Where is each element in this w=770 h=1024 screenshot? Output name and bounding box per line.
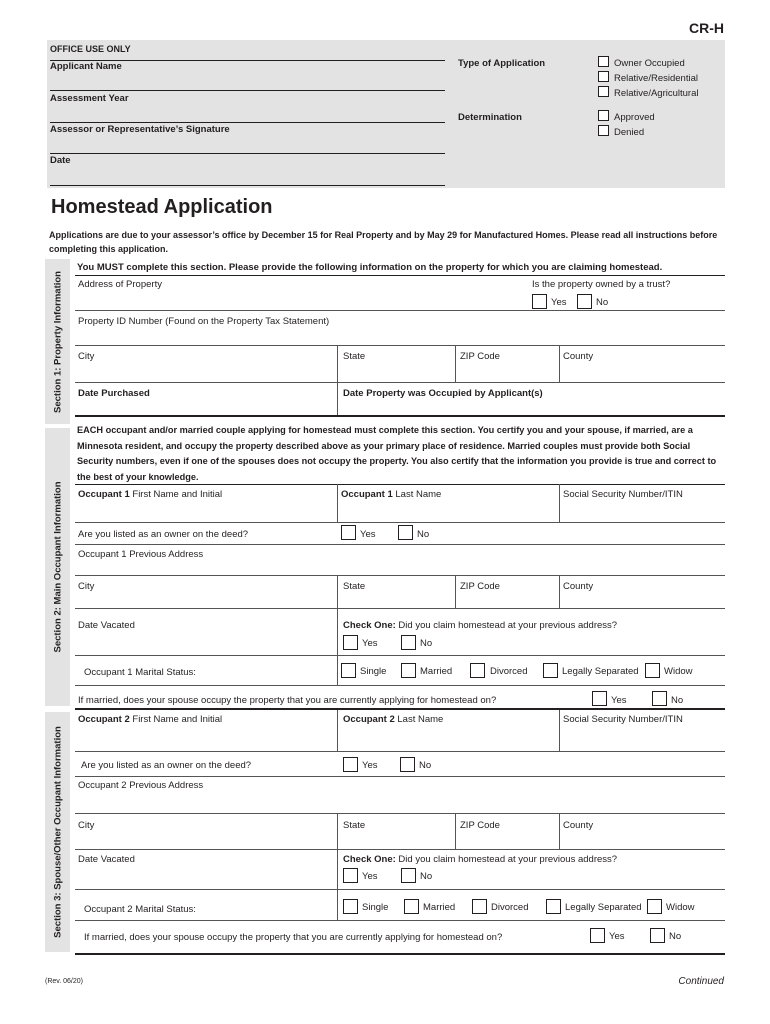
occ2-last-name-label: Occupant 2 Last Name <box>343 714 444 725</box>
checkbox-icon[interactable] <box>598 71 609 82</box>
section-divider <box>75 415 725 417</box>
occ1-marital-single-checkbox[interactable] <box>341 663 356 678</box>
occ1-marital-label: Occupant 1 Marital Status: <box>84 667 196 678</box>
applicant-name-label: Applicant Name <box>50 61 122 72</box>
section2-sidebar <box>45 428 70 706</box>
occ1-owner-yes-label: Yes <box>360 529 376 540</box>
divider <box>75 575 725 576</box>
occ1-marital-widow-label: Widow <box>664 666 693 677</box>
occ2-owner-yes-checkbox[interactable] <box>343 757 358 772</box>
occ1-ssn-label: Social Security Number/ITIN <box>563 489 683 500</box>
divider <box>455 813 456 849</box>
occ2-spouse-question: If married, does your spouse occupy the property that you are currently applying for homestead on? <box>84 932 503 943</box>
divider <box>337 813 338 920</box>
occ1-city-label: City <box>78 581 95 592</box>
occ2-ssn-label: Social Security Number/ITIN <box>563 714 683 725</box>
occ2-marital-divorced-checkbox[interactable] <box>472 899 487 914</box>
divider <box>559 575 560 608</box>
divider <box>75 889 725 890</box>
occ1-marital-divorced-checkbox[interactable] <box>470 663 485 678</box>
type-option-relative-residential[interactable]: Relative/Residential <box>598 71 698 84</box>
trust-yes-label: Yes <box>551 297 567 308</box>
applicant-name-line[interactable] <box>50 60 445 61</box>
determination-label: Determination <box>458 112 522 123</box>
divider <box>455 345 456 382</box>
type-option-relative-agricultural[interactable]: Relative/Agricultural <box>598 86 698 99</box>
occ2-spouse-no-label: No <box>669 931 682 942</box>
section1-sidebar <box>45 259 70 424</box>
occ2-city-label: City <box>78 820 95 831</box>
checkbox-icon[interactable] <box>598 110 609 121</box>
occ2-spouse-no-checkbox[interactable] <box>650 928 665 943</box>
occ1-owner-no-label: No <box>417 529 430 540</box>
divider <box>75 751 725 752</box>
occ2-marital-widow-label: Widow <box>666 902 695 913</box>
occ2-prev-yes-checkbox[interactable] <box>343 868 358 883</box>
office-heading: OFFICE USE ONLY <box>50 44 131 54</box>
assessment-year-line[interactable] <box>50 90 445 91</box>
trust-no-label: No <box>596 297 609 308</box>
occ1-owner-no-checkbox[interactable] <box>398 525 413 540</box>
divider <box>75 522 725 523</box>
divider <box>75 776 725 777</box>
occ1-marital-divorced-label: Divorced <box>490 666 528 677</box>
occ1-prev-address-label: Occupant 1 Previous Address <box>78 549 204 560</box>
divider <box>75 608 725 609</box>
occ2-marital-married-checkbox[interactable] <box>404 899 419 914</box>
occ2-state-label: State <box>343 820 366 831</box>
checkbox-icon[interactable] <box>598 86 609 97</box>
occ2-prev-no-label: No <box>420 871 433 882</box>
section2-label: Section 2: Main Occupant Information <box>52 481 63 653</box>
occ2-county-label: County <box>563 820 594 831</box>
occ1-spouse-yes-checkbox[interactable] <box>592 691 607 706</box>
occ1-last-name-label: Occupant 1 Last Name <box>341 489 442 500</box>
section3-sidebar <box>45 712 70 952</box>
date-occupied-label: Date Property was Occupied by Applicant(s) <box>343 388 543 399</box>
divider <box>337 484 338 522</box>
determination-denied[interactable]: Denied <box>598 125 644 138</box>
occ1-prev-yes-label: Yes <box>362 638 378 649</box>
occ2-prev-no-checkbox[interactable] <box>401 868 416 883</box>
occ2-owner-no-label: No <box>419 760 432 771</box>
divider <box>75 275 725 276</box>
occ1-prev-yes-checkbox[interactable] <box>343 635 358 650</box>
date-line-top[interactable] <box>50 153 445 154</box>
occ2-marital-married-label: Married <box>423 902 456 913</box>
occ1-prev-no-label: No <box>420 638 433 649</box>
occ1-date-vacated-label: Date Vacated <box>78 620 135 631</box>
occ2-spouse-yes-checkbox[interactable] <box>590 928 605 943</box>
determination-approved[interactable]: Approved <box>598 110 655 123</box>
occ1-marital-single-label: Single <box>360 666 387 677</box>
occ1-zip-label: ZIP Code <box>460 581 500 592</box>
divider <box>75 849 725 850</box>
signature-line[interactable] <box>50 122 445 123</box>
divider <box>559 813 560 849</box>
divider <box>75 382 725 383</box>
section2-instruction: EACH occupant and/or married couple applying for homestead must complete this section. You certify you and your spouse, if married, are a Minnesota resident, and occupy the property described above as your primary place of residence. Married couples must provide both Social Security numbers, even if one of the spouses does not occupy the property. You also certify that the information you provide is true and correct to the best of your knowledge. <box>77 425 717 482</box>
form-code: CR-H <box>689 20 724 36</box>
occ2-owner-yes-label: Yes <box>362 760 378 771</box>
section-divider <box>75 708 725 710</box>
office-use-box <box>47 40 725 188</box>
occ2-spouse-yes-label: Yes <box>609 931 625 942</box>
occ2-prev-homestead-question: Check One: Did you claim homestead at your previous address? <box>343 854 618 865</box>
occ1-spouse-no-checkbox[interactable] <box>652 691 667 706</box>
divider <box>75 685 725 686</box>
occ1-spouse-yes-label: Yes <box>611 695 627 706</box>
date-purchased-label: Date Purchased <box>78 388 150 399</box>
divider <box>75 655 725 656</box>
occ2-marital-widow-checkbox[interactable] <box>647 899 662 914</box>
occ2-marital-single-checkbox[interactable] <box>343 899 358 914</box>
occ1-marital-separated-checkbox[interactable] <box>543 663 558 678</box>
city-label: City <box>78 351 95 362</box>
occ1-owner-yes-checkbox[interactable] <box>341 525 356 540</box>
occ2-marital-separated-checkbox[interactable] <box>546 899 561 914</box>
occ2-marital-label: Occupant 2 Marital Status: <box>84 904 196 915</box>
occ1-prev-no-checkbox[interactable] <box>401 635 416 650</box>
divider <box>455 575 456 608</box>
trust-yes-checkbox[interactable] <box>532 294 547 309</box>
occ1-state-label: State <box>343 581 366 592</box>
occ1-county-label: County <box>563 581 594 592</box>
occ1-first-name-label: Occupant 1 First Name and Initial <box>78 489 223 500</box>
county-label: County <box>563 351 594 362</box>
occ2-zip-label: ZIP Code <box>460 820 500 831</box>
state-label: State <box>343 351 366 362</box>
occ2-marital-separated-label: Legally Separated <box>565 902 642 913</box>
type-of-application-label: Type of Application <box>458 58 546 69</box>
section3-label: Section 3: Spouse/Other Occupant Information <box>52 726 63 938</box>
checkbox-icon[interactable] <box>598 125 609 136</box>
checkbox-icon[interactable] <box>598 56 609 67</box>
occ2-owner-question: Are you listed as an owner on the deed? <box>81 760 252 771</box>
occ2-owner-no-checkbox[interactable] <box>400 757 415 772</box>
divider <box>75 544 725 545</box>
trust-question: Is the property owned by a trust? <box>532 279 671 290</box>
occ2-prev-yes-label: Yes <box>362 871 378 882</box>
section1-instruction: You MUST complete this section. Please provide the following information on the property for which you are claiming homestead. <box>77 262 663 273</box>
divider <box>75 920 725 921</box>
divider <box>75 813 725 814</box>
divider <box>75 310 725 311</box>
assessment-year-label: Assessment Year <box>50 93 129 104</box>
occ1-marital-married-label: Married <box>420 666 453 677</box>
occ2-marital-single-label: Single <box>362 902 389 913</box>
occ1-owner-question: Are you listed as an owner on the deed? <box>78 529 249 540</box>
divider <box>559 345 560 382</box>
signature-label: Assessor or Representative’s Signature <box>50 124 230 135</box>
divider <box>75 484 725 485</box>
divider <box>337 575 338 685</box>
occ2-date-vacated-label: Date Vacated <box>78 854 135 865</box>
continued-label: Continued <box>678 976 724 987</box>
property-id-label: Property ID Number (Found on the Property Tax Statement) <box>78 316 330 327</box>
section1-label: Section 1: Property Information <box>52 270 63 413</box>
occ2-prev-address-label: Occupant 2 Previous Address <box>78 780 204 791</box>
occ1-spouse-question: If married, does your spouse occupy the property that you are currently applying for homestead on? <box>78 695 497 706</box>
revision-label: (Rev. 06/20) <box>45 978 83 985</box>
type-option-owner[interactable]: Owner Occupied <box>598 56 685 69</box>
occ2-first-name-label: Occupant 2 First Name and Initial <box>78 714 223 725</box>
occ1-spouse-no-label: No <box>671 695 684 706</box>
zip-label: ZIP Code <box>460 351 500 362</box>
occ1-marital-married-checkbox[interactable] <box>401 663 416 678</box>
date-line[interactable] <box>50 185 445 186</box>
occ1-marital-separated-label: Legally Separated <box>562 666 639 677</box>
divider <box>75 345 725 346</box>
divider <box>337 710 338 751</box>
section-divider <box>75 953 725 955</box>
occ1-prev-homestead-question: Check One: Did you claim homestead at your previous address? <box>343 620 618 631</box>
office-date-label: Date <box>50 155 71 166</box>
intro-text: Applications are due to your assessor’s office by December 15 for Real Property and by May 29 for Manufactured Homes. Please read all instructions before completing this application. <box>49 230 718 254</box>
occ2-marital-divorced-label: Divorced <box>491 902 529 913</box>
divider <box>559 710 560 751</box>
page-title: Homestead Application <box>51 196 273 218</box>
address-label: Address of Property <box>78 279 162 290</box>
occ1-marital-widow-checkbox[interactable] <box>645 663 660 678</box>
trust-no-checkbox[interactable] <box>577 294 592 309</box>
divider <box>337 345 338 415</box>
divider <box>559 484 560 522</box>
